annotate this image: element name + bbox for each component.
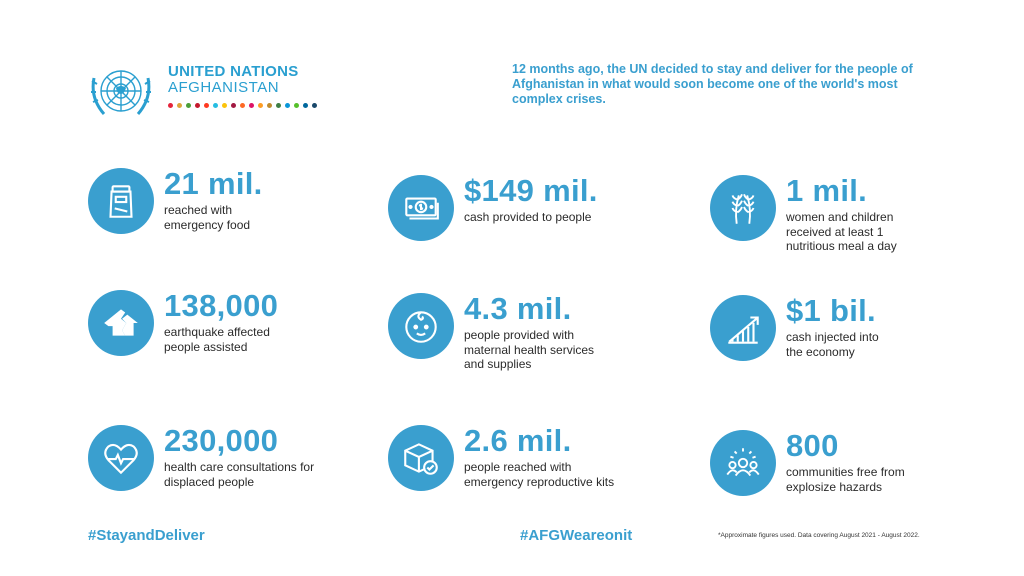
baby-face-icon [388, 293, 454, 359]
sdg-dot [222, 103, 227, 108]
stat-cash [388, 175, 598, 241]
stat-number: 4.3 mil. [464, 291, 572, 326]
sdg-dot [195, 103, 200, 108]
wheat-icon [710, 175, 776, 241]
sdg-dot [285, 103, 290, 108]
food-bag-icon [88, 168, 154, 234]
sdg-dot [276, 103, 281, 108]
stat-description: people provided with maternal health services and supplies [464, 328, 595, 371]
stat-number: $1 bil. [786, 293, 876, 328]
stat-number: 800 [786, 428, 839, 463]
heart-pulse-icon [88, 425, 154, 491]
brand-line2: AFGHANISTAN [168, 79, 280, 96]
sdg-dot [258, 103, 263, 108]
community-icon [710, 430, 776, 496]
stat-maternal-health [388, 293, 609, 372]
sdg-dot [312, 103, 317, 108]
sdg-dot [249, 103, 254, 108]
stat-number: 21 mil. [164, 166, 263, 201]
un-emblem-logo [88, 58, 154, 124]
sdg-dot [240, 103, 245, 108]
stat-number: 138,000 [164, 288, 279, 323]
stat-description: earthquake affected people assisted [164, 325, 270, 354]
stat-number: $149 mil. [464, 173, 598, 208]
stat-number: 230,000 [164, 423, 279, 458]
stat-description: health care consultations for displaced people [164, 460, 315, 489]
sdg-dot [186, 103, 191, 108]
stat-reproductive-kits [388, 425, 634, 491]
growth-chart-icon [710, 295, 776, 361]
stat-communities [710, 430, 926, 496]
stat-description: cash provided to people [464, 210, 592, 224]
stat-earthquake [88, 290, 294, 356]
sdg-dot [177, 103, 182, 108]
intro-text: 12 months ago, the UN decided to stay and deliver for the people of Afghanistan in what would soon become one of the world's most complex crises. [512, 62, 913, 106]
hashtag-stay-and-deliver: #StayandDeliver [88, 527, 205, 544]
cash-icon [388, 175, 454, 241]
stat-description: people reached with emergency reproductive kits [464, 460, 615, 489]
stat-description: communities free from explosize hazards [786, 465, 905, 494]
sdg-dot [213, 103, 218, 108]
stat-economy [710, 295, 896, 361]
sdg-dot [267, 103, 272, 108]
sdg-dot [168, 103, 173, 108]
stat-description: women and children received at least 1 nutritious meal a day [786, 210, 897, 253]
brand-line1: UNITED NATIONS [168, 63, 299, 80]
stat-food [88, 168, 274, 234]
stat-number: 1 mil. [786, 173, 868, 208]
stat-health-care [88, 425, 324, 491]
stat-description: cash injected into the economy [786, 330, 879, 359]
hashtag-afg-we-are-on-it: #AFGWeareonit [520, 527, 633, 544]
sdg-dot [294, 103, 299, 108]
footnote: *Approximate figures used. Data covering August 2021 - August 2022. [718, 532, 920, 539]
box-check-icon [388, 425, 454, 491]
stat-description: reached with emergency food [164, 203, 251, 232]
brand-name [168, 64, 299, 96]
stat-number: 2.6 mil. [464, 423, 572, 458]
sdg-dot [204, 103, 209, 108]
sdg-dot [231, 103, 236, 108]
broken-house-icon [88, 290, 154, 356]
sdg-dot [303, 103, 308, 108]
stat-nutrition [710, 175, 916, 254]
sdg-color-dots [168, 103, 317, 108]
